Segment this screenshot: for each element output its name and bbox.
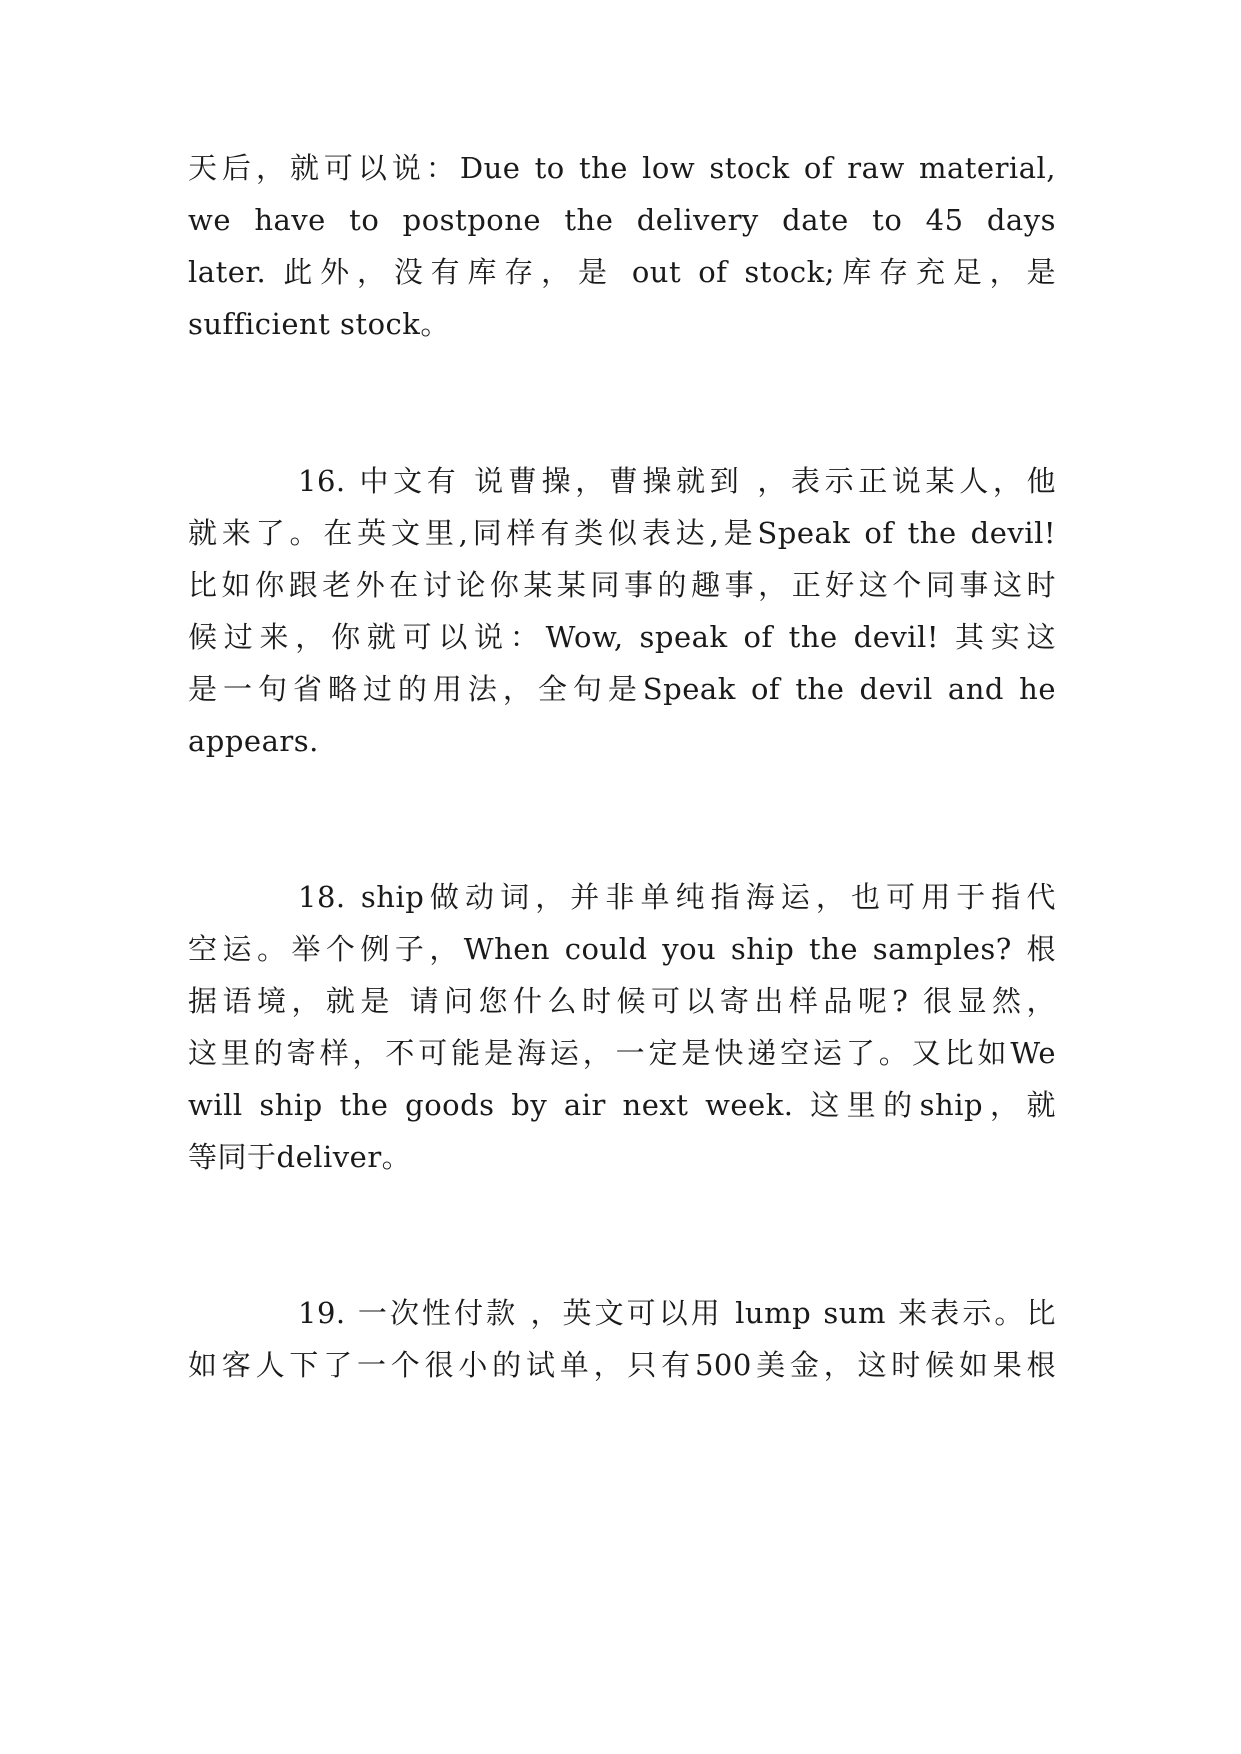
text-line: 这里的寄样，不可能是海运，一定是快递空运了。又比如We — [188, 1036, 1056, 1070]
text-line: 据语境，就是 请问您什么时候可以寄出样品呢? 很显然， — [188, 984, 1056, 1018]
text-line: 候过来，你就可以说：Wow, speak of the devil! 其实这 — [188, 620, 1056, 654]
text-line: sufficient stock。 — [188, 307, 450, 341]
text-line: 就来了。在英文里,同样有类似表达,是Speak of the devil! — [188, 516, 1056, 550]
text-line: 比如你跟老外在讨论你某某同事的趣事，正好这个同事这时 — [188, 568, 1056, 602]
text-line: later. 此外，没有库存，是 out of stock;库存充足，是 — [188, 255, 1056, 289]
text-line: 18. ship做动词，并非单纯指海运，也可用于指代 — [298, 880, 1056, 914]
text-line: appears. — [188, 724, 319, 758]
text-line: 空运。举个例子，When could you ship the samples? 根 — [188, 932, 1056, 966]
text-line: 是一句省略过的用法，全句是Speak of the devil and he — [188, 672, 1056, 706]
text-line: 19. 一次性付款 ，英文可以用 lump sum 来表示。比 — [298, 1296, 1056, 1330]
text-line: 16. 中文有 说曹操，曹操就到 ，表示正说某人，他 — [298, 464, 1056, 498]
text-line: 天后，就可以说：Due to the low stock of raw material, — [188, 151, 1056, 185]
text-line: 等同于deliver。 — [188, 1140, 412, 1174]
text-line: 如客人下了一个很小的试单，只有500美金，这时候如果根 — [188, 1348, 1056, 1382]
text-line: we have to postpone the delivery date to 45 days — [188, 203, 1056, 237]
text-line: will ship the goods by air next week. 这里的ship，就 — [188, 1088, 1056, 1122]
